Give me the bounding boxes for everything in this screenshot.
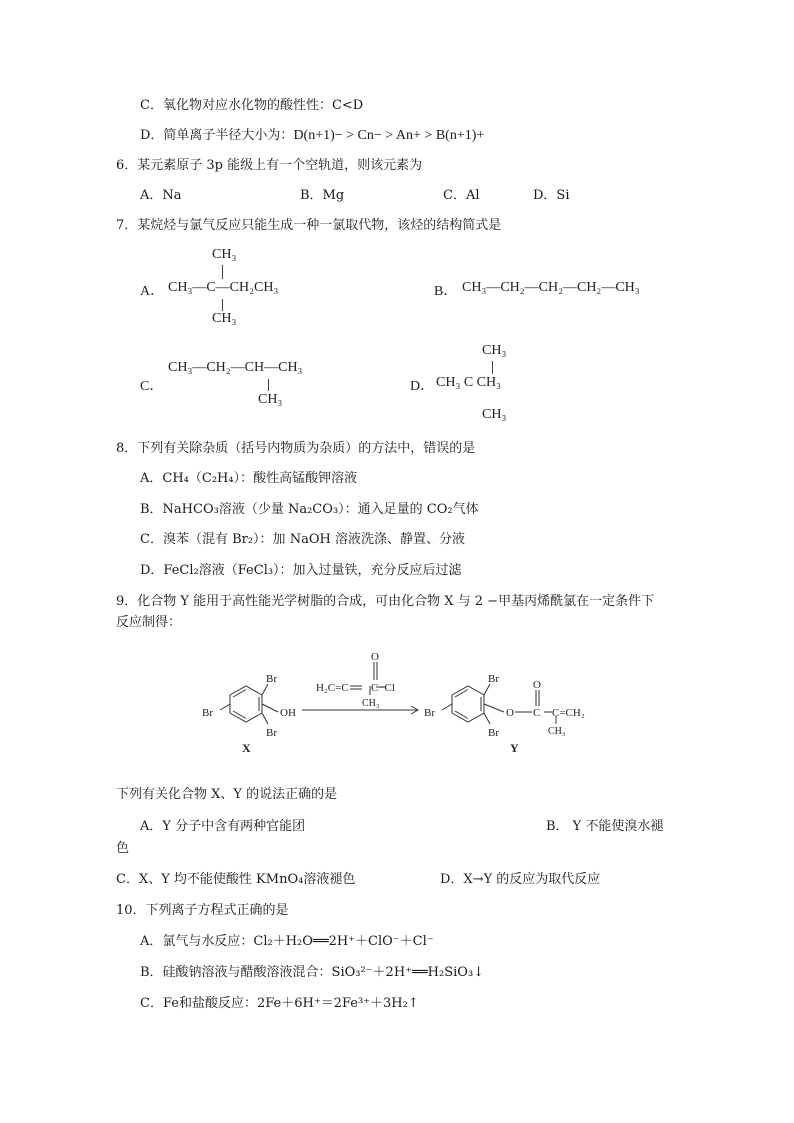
q10-stem: 10．下列离子方程式正确的是: [116, 903, 289, 918]
q7-option-c-structure: [140, 360, 340, 410]
q7-stem: 7．某烷烃与氯气反应只能生成一种一氯取代物，该烃的结构简式是: [116, 218, 502, 233]
q7-c-label: C．: [140, 379, 164, 394]
q7-option-a-structure: [140, 247, 340, 332]
x-br-left: Br: [202, 707, 213, 719]
q9-lead: 下列有关化合物 X、Y 的说法正确的是: [116, 787, 338, 802]
q7-a-top-methyl: CH₃: [212, 247, 237, 262]
q9-option-b-wrap: 色: [116, 841, 130, 856]
y-br-top: Br: [488, 673, 499, 685]
q8-option-d: D．FeCl₂溶液（FeCl₃）：加入过量铁，充分反应后过滤: [140, 563, 462, 578]
q7-a-bottom-methyl: CH₃: [212, 311, 237, 326]
reaction-scheme: [190, 648, 610, 758]
q5-option-c: C．氧化物对应水化物的酸性性：C<D: [140, 98, 364, 113]
q5-option-d-prefix: D．简单离子半径大小为：: [140, 128, 294, 143]
y-vinyl: C=CH₂: [552, 707, 585, 719]
q10-option-a: A．氯气与水反应：Cl₂＋H₂O══2H⁺＋ClO⁻＋Cl⁻: [140, 934, 434, 949]
q9-option-d: D．X→Y 的反应为取代反应: [440, 872, 601, 887]
q7-d-main-chain: CH₃ C CH₃: [436, 375, 501, 390]
y-label: Y: [510, 741, 519, 755]
q10-option-c: C．Fe和盐酸反应：2Fe＋6H⁺＝2Fe³⁺＋3H₂↑: [140, 996, 419, 1011]
q7-c-bottom-methyl: CH₃: [258, 392, 283, 407]
q6-stem: 6．某元素原子 3p 能级上有一个空轨道，则该元素为: [116, 158, 423, 173]
x-label: X: [242, 741, 251, 755]
q5-option-d: [140, 127, 484, 145]
q7-a-main-chain: CH₃—C—CH₂CH₃: [168, 280, 279, 295]
y-methyl: CH₃: [548, 726, 566, 737]
q7-d-top-methyl: CH₃: [482, 343, 507, 358]
q9-stem-line2: 反应制得：: [116, 615, 182, 630]
q7-option-d-structure: [410, 343, 560, 423]
q10-option-b: B．硅酸钠溶液与醋酸溶液混合：SiO₃²⁻＋2H⁺══H₂SiO₃↓: [140, 965, 485, 980]
y-br-left: Br: [424, 707, 435, 719]
q6-option-c: C．Al: [443, 188, 480, 203]
q6-option-b: B．Mg: [300, 188, 345, 203]
q7-d-bottom-methyl: CH₃: [482, 407, 507, 422]
y-carbonyl-carbon: C: [533, 707, 541, 719]
reagent-oxygen: O: [371, 651, 379, 663]
q8-stem: 8．下列有关除杂质（括号内物质为杂质）的方法中，错误的是: [116, 441, 476, 456]
q7-b-main-chain: CH₃—CH₂—CH₂—CH₂—CH₃: [462, 280, 640, 295]
x-br-bottom: Br: [266, 727, 277, 739]
q6-option-a: A．Na: [140, 188, 182, 203]
q7-option-b-structure: [434, 280, 694, 300]
x-br-top: Br: [266, 673, 277, 685]
y-ester-oxygen: O: [506, 707, 514, 719]
q9-stem-line1: 9．化合物 Y 能用于高性能光学树脂的合成，可由化合物 X 与 2 −甲基丙烯酰氯在一定条件下: [116, 594, 655, 609]
q8-option-b: B．NaHCO₃溶液（少量 Na₂CO₃）：通入足量的 CO₂气体: [140, 502, 479, 517]
q7-d-label: D．: [410, 379, 435, 394]
q7-c-main-chain: CH₃—CH₂—CH—CH₃: [168, 360, 303, 375]
q7-b-label: B．: [434, 284, 458, 299]
q9-option-b: B． Y 不能使溴水褪: [546, 819, 664, 834]
q7-a-label: A．: [140, 284, 165, 299]
y-carbonyl-oxygen: O: [533, 679, 541, 691]
reagent-methyl: CH₃: [362, 698, 380, 709]
q9-option-c: C．X、Y 均不能使酸性 KMnO₄溶液褪色: [116, 872, 356, 887]
q6-option-d: D．Si: [533, 188, 570, 203]
q9-option-a: A．Y 分子中含有两种官能团: [140, 819, 306, 834]
q8-option-c: C．溴苯（混有 Br₂）：加 NaOH 溶液洗涤、静置、分液: [140, 532, 465, 547]
x-oh: OH: [280, 707, 296, 719]
reagent-acyl-chloride: C−Cl: [371, 682, 395, 694]
reagent-vinyl: H₂C=C: [316, 682, 349, 694]
q5-option-d-expr: D(n+1)− > Cn− > An+ > B(n+1)+: [293, 128, 485, 143]
q8-option-a: A．CH₄（C₂H₄）：酸性高锰酸钾溶液: [140, 471, 358, 486]
y-br-bottom: Br: [488, 727, 499, 739]
